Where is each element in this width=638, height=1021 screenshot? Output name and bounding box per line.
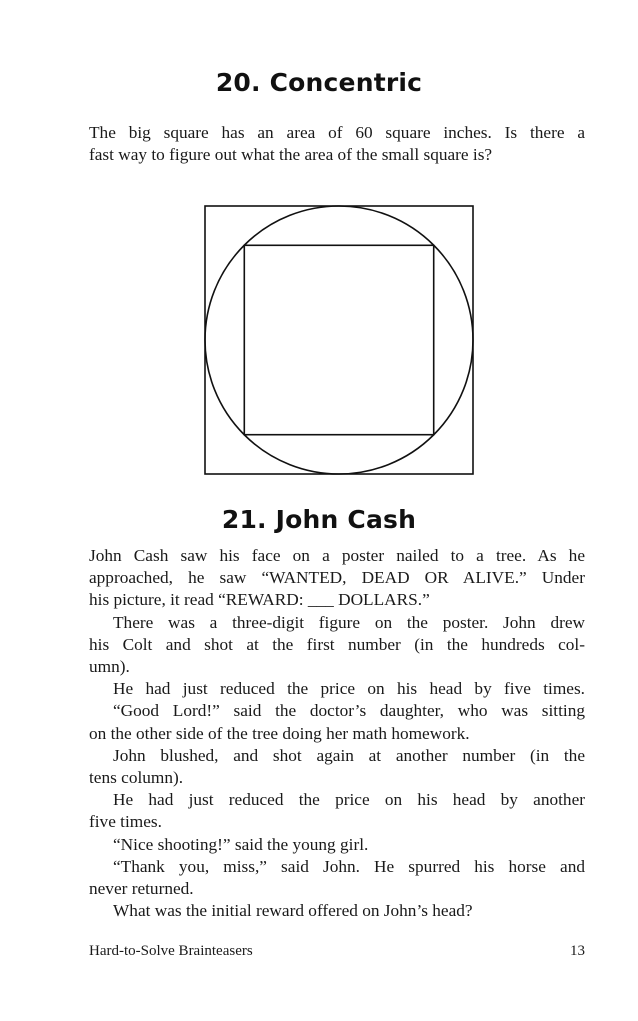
small-square [244, 245, 433, 434]
body-line: What was the initial reward offered on John’s head? [113, 901, 473, 921]
body-line: “Good Lord!” said the doctor’s daughter, who was sitting [113, 701, 585, 721]
intro-line: The big square has an area of 60 square inches. Is there a [89, 123, 585, 142]
body-line: his picture, it read “REWARD: ___ DOLLARS.” [89, 590, 430, 610]
puzzle-20-title: 20. Concentric [215, 68, 423, 97]
body-line: on the other side of the tree doing her math homework. [89, 723, 470, 743]
puzzle-21-body [89, 545, 585, 922]
big-square [205, 206, 473, 474]
page-footer [89, 943, 585, 960]
body-line: never returned. [89, 879, 194, 899]
book-title: Hard-to-Solve Brainteasers [89, 943, 253, 959]
puzzle-21-title: 21. John Cash [221, 505, 417, 534]
concentric-squares-figure [204, 205, 476, 477]
body-line: There was a three-digit figure on the poster. John drew [113, 612, 585, 632]
body-line: John blushed, and shot again at another number (in the [113, 745, 585, 765]
body-line: five times. [89, 812, 162, 832]
body-line: He had just reduced the price on his head by another [113, 790, 585, 810]
body-line: He had just reduced the price on his head by five times. [113, 679, 585, 699]
body-line: tens column). [89, 768, 184, 788]
inscribed-circle [205, 206, 473, 474]
body-line: John Cash saw his face on a poster nailed to a tree. As he [89, 546, 585, 565]
body-line: umn). [89, 657, 130, 677]
body-line: his Colt and shot at the first number (in the hundreds col- [89, 634, 585, 654]
puzzle-20-intro [89, 122, 585, 166]
body-line: “Thank you, miss,” said John. He spurred his horse and [113, 856, 585, 876]
body-line: approached, he saw “WANTED, DEAD OR ALIVE.” Under [89, 568, 585, 588]
body-line: “Nice shooting!” said the young girl. [113, 834, 369, 854]
page-number: 13 [570, 943, 585, 959]
intro-line: fast way to figure out what the area of the small square is? [89, 145, 493, 165]
